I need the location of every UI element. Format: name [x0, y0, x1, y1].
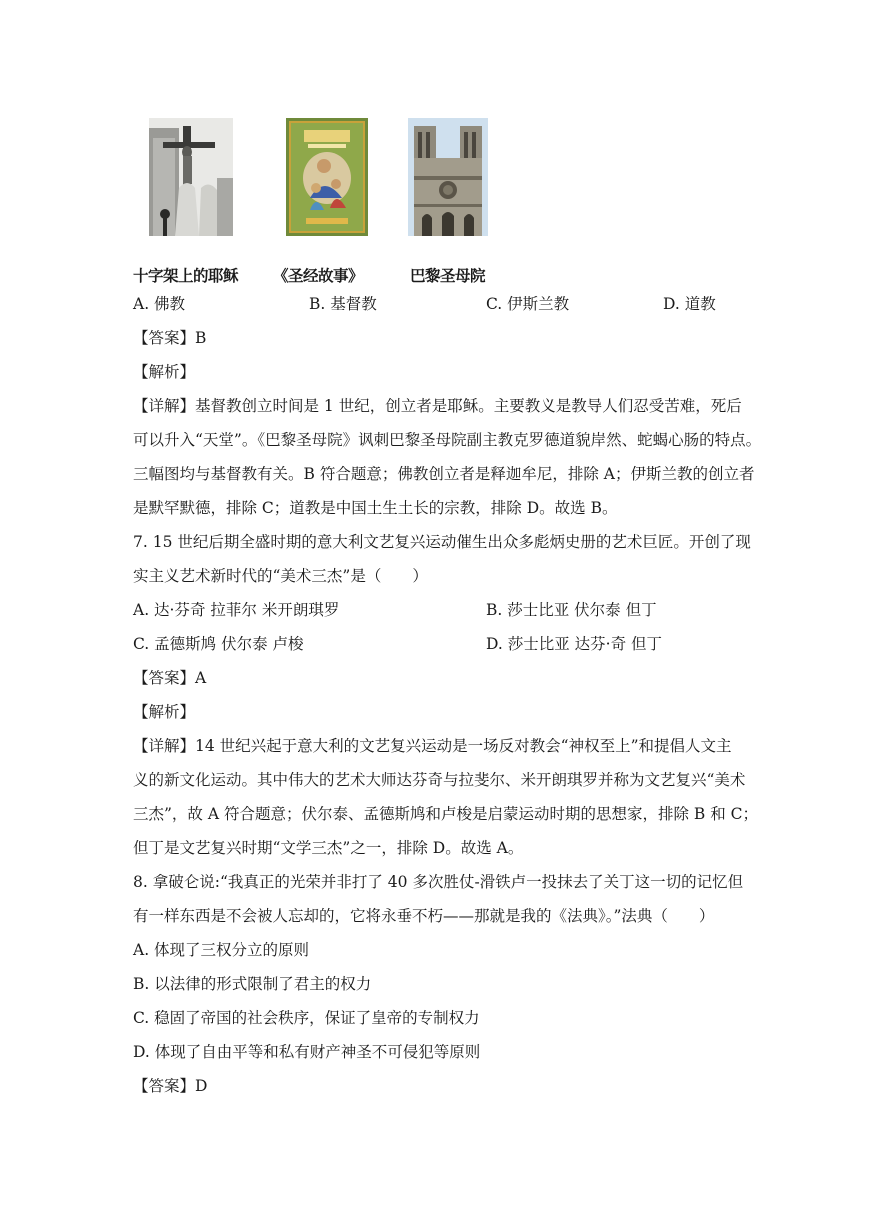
q8-stem-line: 8. 拿破仑说:“我真正的光荣并非打了 40 多次胜仗-滑铁卢一投抹去了关丁这一切的记忆但 [133, 873, 744, 891]
caption-bible-stories: 《圣经故事》 [273, 267, 364, 285]
q7-option-a: A. 达·芬奇 拉菲尔 米开朗琪罗 [133, 601, 340, 619]
q7-stem-line: 7. 15 世纪后期全盛时期的意大利文艺复兴运动催生出众多彪炳史册的艺术巨匠。开创了现 [133, 533, 751, 551]
q6-detail-line: 【详解】基督教创立时间是 1 世纪，创立者是耶稣。主要教义是教导人们忍受苦难，死后 [133, 397, 742, 415]
q8-answer: 【答案】D [133, 1077, 208, 1095]
q8-option-c: C. 稳固了帝国的社会秩序，保证了皇帝的专制权力 [133, 1009, 480, 1027]
q7-option-d: D. 莎士比亚 达芬·奇 但丁 [486, 635, 663, 653]
q8-stem-line: 有一样东西是不会被人忘却的，它将永垂不朽——那就是我的《法典》。”法典（ ） [133, 907, 715, 925]
q8-option-b: B. 以法律的形式限制了君主的权力 [133, 975, 372, 993]
notre-dame-cathedral-photo [408, 118, 488, 236]
q7-detail-line: 【详解】14 世纪兴起于意大利的文艺复兴运动是一场反对教会“神权至上”和提倡人文主 [133, 737, 732, 755]
q7-detail-line: 但丁是文艺复兴时期“文学三杰”之一，排除 D。故选 A。 [133, 839, 524, 857]
q6-answer: 【答案】B [133, 329, 207, 347]
q7-option-b: B. 莎士比亚 伏尔泰 但丁 [486, 601, 657, 619]
q6-detail-line: 可以升入“天堂”。《巴黎圣母院》讽刺巴黎圣母院副主教克罗德道貌岸然、蛇蝎心肠的特点。 [133, 431, 762, 449]
q6-analysis-label: 【解析】 [133, 363, 196, 381]
q7-stem-line: 实主义艺术新时代的“美术三杰”是（ ） [133, 567, 428, 585]
q8-option-a: A. 体现了三权分立的原则 [133, 941, 310, 959]
q6-detail-line: 是默罕默德，排除 C；道教是中国土生土长的宗教，排除 D。故选 B。 [133, 499, 618, 517]
bible-stories-book-cover [286, 118, 368, 236]
q8-option-d: D. 体现了自由平等和私有财产神圣不可侵犯等原则 [133, 1043, 481, 1061]
q6-option-a: A. 佛教 [133, 295, 186, 313]
q6-option-c: C. 伊斯兰教 [486, 295, 570, 313]
q6-option-d: D. 道教 [663, 295, 716, 313]
q6-detail-line: 三幅图均与基督教有关。B 符合题意；佛教创立者是释迦牟尼，排除 A；伊斯兰教的创立者 [133, 465, 755, 483]
q7-detail-line: 三杰”，故 A 符合题意；伏尔泰、孟德斯鸠和卢梭是启蒙运动时期的思想家，排除 B 和 C； [133, 805, 759, 823]
q7-answer: 【答案】A [133, 669, 207, 687]
q7-option-c: C. 孟德斯鸠 伏尔泰 卢梭 [133, 635, 304, 653]
caption-crucifix: 十字架上的耶稣 [133, 267, 239, 285]
q6-option-b: B. 基督教 [309, 295, 377, 313]
crucifix-photo [149, 118, 233, 236]
q7-detail-line: 义的新文化运动。其中伟大的艺术大师达芬奇与拉斐尔、米开朗琪罗并称为文艺复兴“美术 [133, 771, 746, 789]
q7-analysis-label: 【解析】 [133, 703, 196, 721]
caption-notre-dame: 巴黎圣母院 [410, 267, 486, 285]
